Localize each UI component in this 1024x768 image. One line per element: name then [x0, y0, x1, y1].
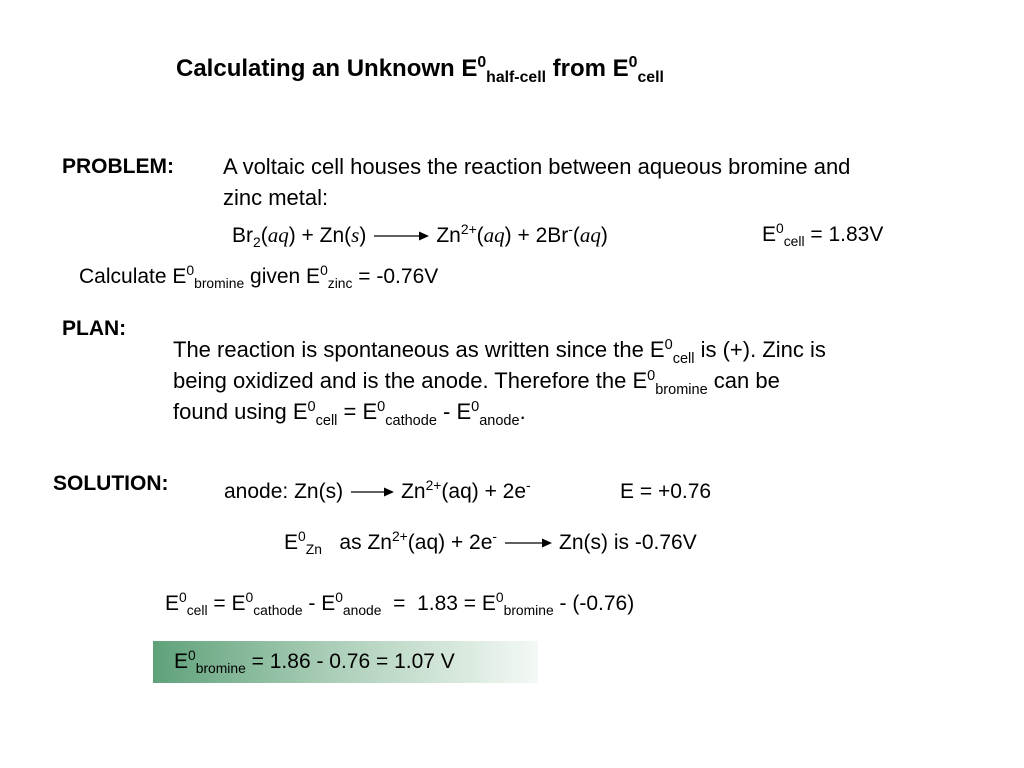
reaction-arrow-icon: [372, 230, 430, 242]
cell-equation: $E^0_{cell} = E^0_{cathode} - E^0_{anode} = 1.83 = E^0_{bromine} - (-0.76)$: [165, 589, 635, 619]
plan-label: PLAN:: [62, 317, 127, 340]
solution-label: SOLUTION:: [53, 472, 169, 495]
plan-line-2: being oxidized and is the anode. Therefore the $E^0_{bromine}$ can be: [173, 368, 780, 398]
plan-line-3: found using $E^0_{cell} = E^0_{cathode} - E^0_{anode}$.: [173, 399, 526, 429]
zinc-arrow-icon: [503, 537, 553, 549]
problem-label: PROBLEM:: [62, 155, 174, 178]
plan-line-1: The reaction is spontaneous as written since the $E^0_{cell}$ is (+). Zinc is: [173, 337, 826, 367]
calculate-statement: Calculate $E^0_{bromine}$ given $E^0_{zinc} = -0.76V$: [79, 262, 439, 292]
slide-title: Calculating an Unknown $E^0_{half-cell}$ from $E^0_{cell}$: [176, 54, 664, 87]
anode-potential: E = +0.76: [620, 480, 712, 503]
zinc-reduction-line: $E^0_{Zn}$ as $Zn^{2+}(aq) + 2e^-$ Zn(s) is -0.76V: [284, 528, 697, 558]
result-equation: $E^0_{bromine} = 1.86 - 0.76 = 1.07$ V: [174, 647, 455, 677]
plan-paragraph: [173, 334, 826, 427]
problem-line-1: A voltaic cell houses the reaction between aqueous bromine and: [223, 154, 851, 179]
anode-reaction: anode: Zn(s) $Zn^{2+}(aq) + 2e^-$: [224, 477, 531, 503]
problem-line-2: zinc metal:: [223, 185, 329, 210]
reaction-equation: $Br_2(aq) + Zn(s) Zn^{2+}(aq) + 2Br^-(aq)$: [232, 221, 608, 251]
anode-arrow-icon: [349, 486, 395, 498]
ecell-value: $E^0_{cell} = 1.83V$: [762, 220, 884, 250]
